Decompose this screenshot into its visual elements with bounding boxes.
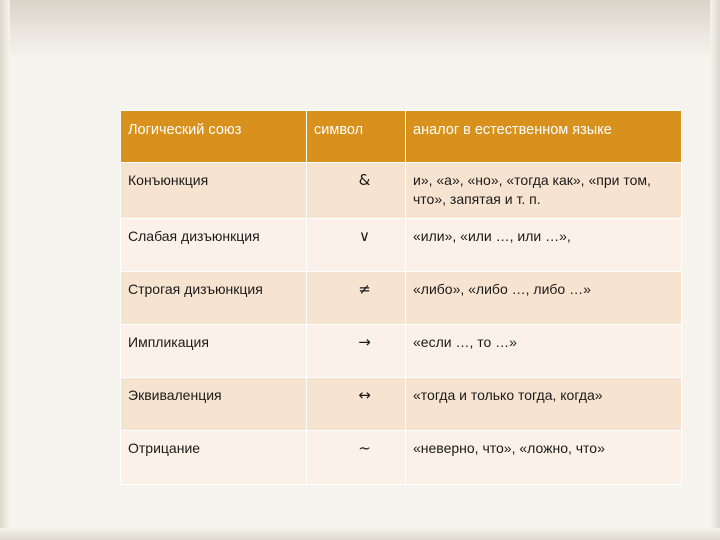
connective-symbol: &	[358, 171, 371, 189]
slide-frame-bottom	[0, 528, 720, 540]
connective-name: Конъюнкция	[121, 163, 307, 219]
table-header-row	[121, 111, 682, 163]
table-row	[121, 378, 682, 431]
slide-frame-right	[710, 0, 720, 540]
logic-connectives-table	[120, 110, 682, 485]
connective-analog: «если …, то …»	[406, 325, 682, 378]
table-row	[121, 163, 682, 219]
header-symbol: символ	[307, 111, 406, 163]
table-row	[121, 325, 682, 378]
table-row	[121, 219, 682, 272]
table-row	[121, 272, 682, 325]
connective-symbol: →	[358, 333, 371, 351]
connective-symbol: ∨	[359, 227, 370, 245]
connective-symbol: ↔	[358, 386, 371, 404]
header-analog: аналог в естественном языке	[406, 111, 682, 163]
connective-analog: «или», «или …, или …»,	[406, 219, 682, 272]
connective-analog: «либо», «либо …, либо …»	[406, 272, 682, 325]
slide-frame-top	[0, 0, 720, 60]
connective-analog: «тогда и только тогда, когда»	[406, 378, 682, 431]
connective-name: Отрицание	[121, 431, 307, 485]
connective-name: Слабая дизъюнкция	[121, 219, 307, 272]
connective-analog: «неверно, что», «ложно, что»	[406, 431, 682, 485]
connective-name: Строгая дизъюнкция	[121, 272, 307, 325]
connective-analog: и», «а», «но», «тогда как», «при том, что», запятая и т. п.	[406, 163, 682, 219]
header-connective: Логический союз	[121, 111, 307, 163]
connective-name: Импликация	[121, 325, 307, 378]
connective-symbol: ~	[358, 439, 371, 457]
table-row	[121, 431, 682, 485]
slide-frame-left	[0, 0, 10, 540]
connective-name: Эквиваленция	[121, 378, 307, 431]
connective-symbol: ≠	[358, 280, 371, 298]
